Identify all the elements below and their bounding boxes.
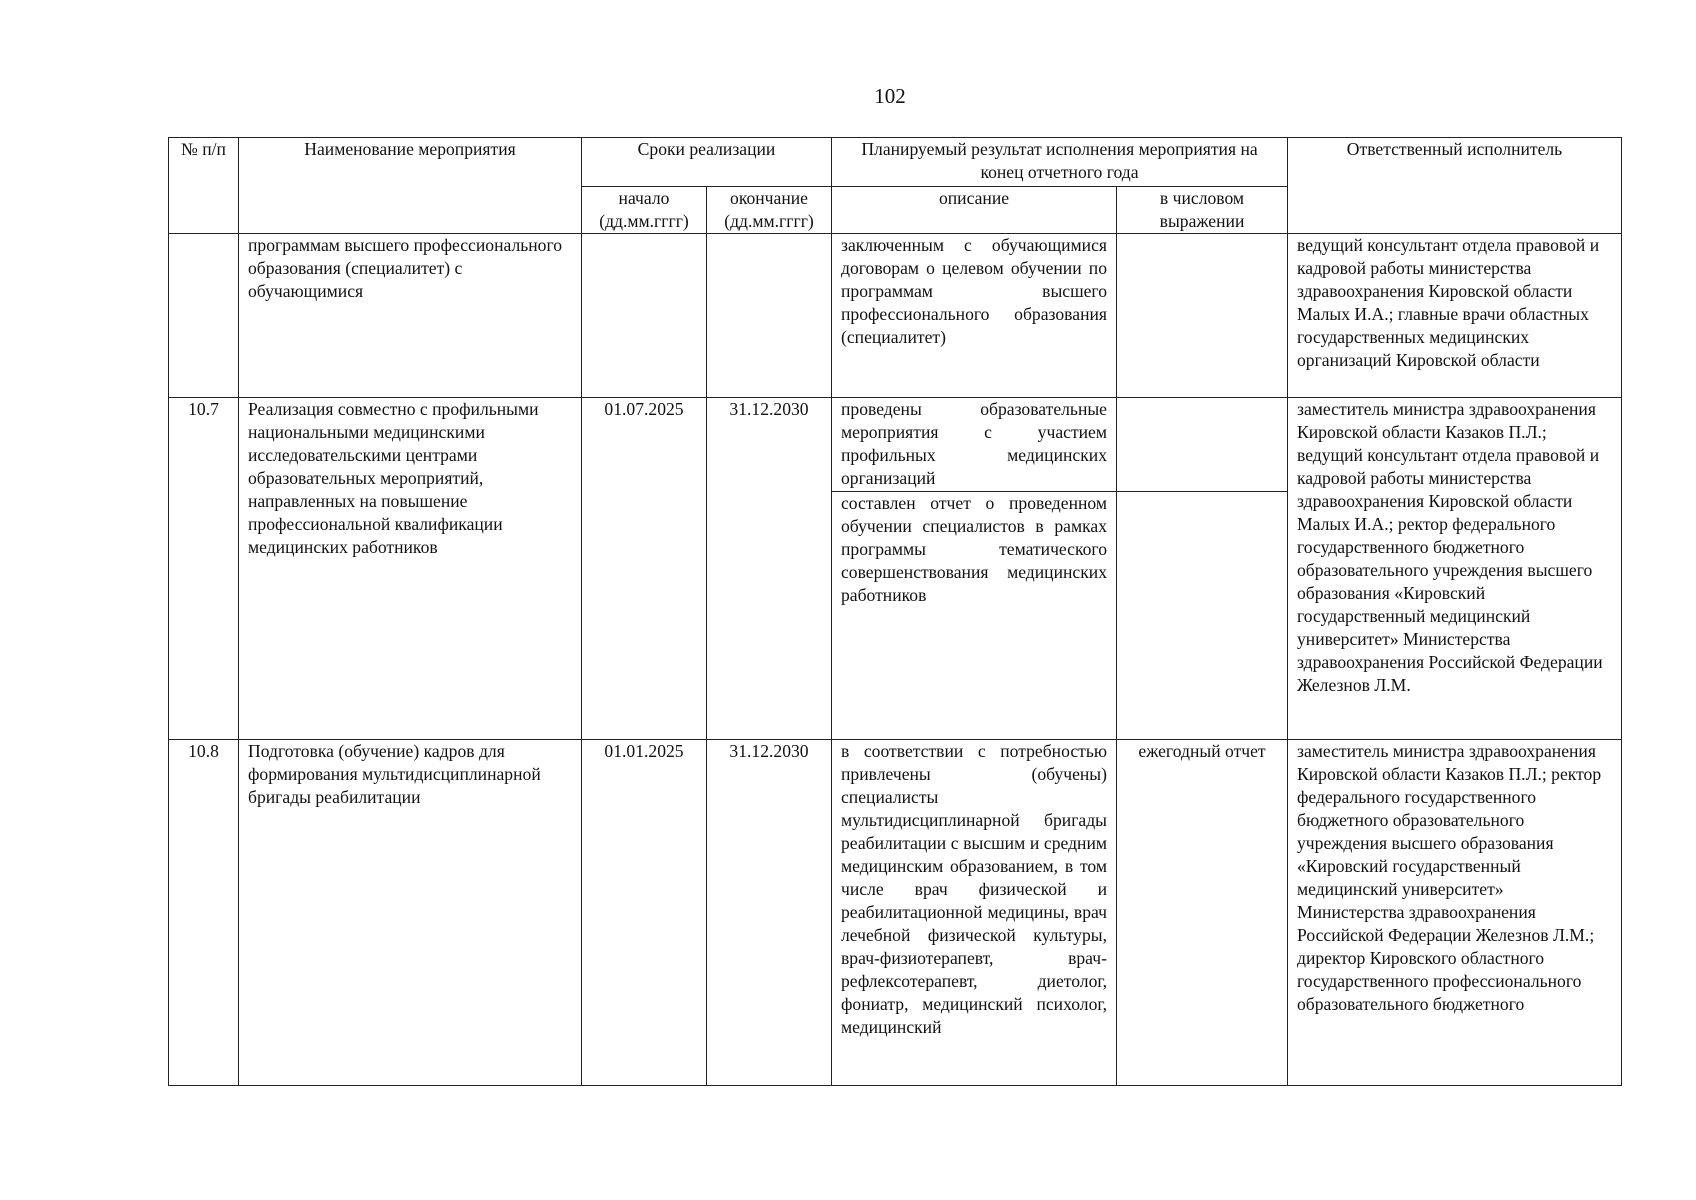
header-start: начало (дд.мм.гггг)	[582, 187, 707, 234]
row-end: 31.12.2030	[707, 740, 832, 1086]
row-start: 01.07.2025	[582, 398, 707, 740]
row-end	[707, 234, 832, 398]
row-num: 10.7	[169, 398, 239, 740]
header-terms: Сроки реализации	[582, 138, 832, 187]
table-row	[169, 398, 1622, 492]
row-num	[169, 234, 239, 398]
row-responsible: заместитель министра здравоохранения Кировской области Казаков П.Л.; ректор федерального государственного бюджетного образовательного учреждения высшего образования «Кировский государственный медицинский университет» Министерства здравоохранения Российской Федерации Железнов Л.М.; директор Кировского областного государственного профессионального образовательного бюджетного	[1288, 740, 1622, 1086]
activity-plan-table	[168, 137, 1622, 1086]
row-description: заключенным с обучающимися договорам о целевом обучении по программам высшего профессионального образования (специалитет)	[832, 234, 1117, 398]
page-number: 102	[874, 84, 906, 108]
row-numeric	[1117, 398, 1288, 492]
header-name: Наименование мероприятия	[239, 138, 582, 234]
row-num: 10.8	[169, 740, 239, 1086]
row-name: Подготовка (обучение) кадров для формирования мультидисциплинарной бригады реабилитации	[239, 740, 582, 1086]
header-num: № п/п	[169, 138, 239, 234]
row-end: 31.12.2030	[707, 398, 832, 740]
row-description: проведены образовательные мероприятия с участием профильных медицинских организаций	[832, 398, 1117, 492]
row-start: 01.01.2025	[582, 740, 707, 1086]
table-row	[169, 234, 1622, 398]
row-name: Реализация совместно с профильными национальными медицинскими исследовательскими центрами образовательных мероприятий, направленных на повышение профессиональной квалификации медицинских работников	[239, 398, 582, 740]
table-row	[169, 740, 1622, 1086]
row-responsible: заместитель министра здравоохранения Кировской области Казаков П.Л.; ведущий консультант отдела правовой и кадровой работы министерства здравоохранения Кировской области Малых И.А.; ректор федерального государственного бюджетного образовательного учреждения высшего образования «Кировский государственный медицинский университет» Министерства здравоохранения Российской Федерации Железнов Л.М.	[1288, 398, 1622, 740]
header-numeric: в числовом выражении	[1117, 187, 1288, 234]
header-responsible: Ответственный исполнитель	[1288, 138, 1622, 234]
header-description: описание	[832, 187, 1117, 234]
header-end: окончание (дд.мм.гггг)	[707, 187, 832, 234]
row-numeric: ежегодный отчет	[1117, 740, 1288, 1086]
row-description: в соответствии с потребностью привлечены (обучены) специалисты мультидисциплинарной бригады реабилитации с высшим и средним медицинским образованием, в том числе врач физической и реабилитационной медицины, врач лечебной физической культуры, врач-физиотерапевт, врач-рефлексотерапевт, диетолог, фониатр, медицинский психолог, медицинский	[832, 740, 1117, 1086]
header-result: Планируемый результат исполнения мероприятия на конец отчетного года	[832, 138, 1288, 187]
row-start	[582, 234, 707, 398]
row-description-2: составлен отчет о проведенном обучении специалистов в рамках программы тематического совершенствования медицинских работников	[832, 492, 1117, 740]
row-numeric	[1117, 234, 1288, 398]
row-name: программам высшего профессионального образования (специалитет) с обучающимися	[239, 234, 582, 398]
row-responsible: ведущий консультант отдела правовой и кадровой работы министерства здравоохранения Кировской области Малых И.А.; главные врачи областных государственных медицинских организаций Кировской области	[1288, 234, 1622, 398]
row-numeric-2	[1117, 492, 1288, 740]
